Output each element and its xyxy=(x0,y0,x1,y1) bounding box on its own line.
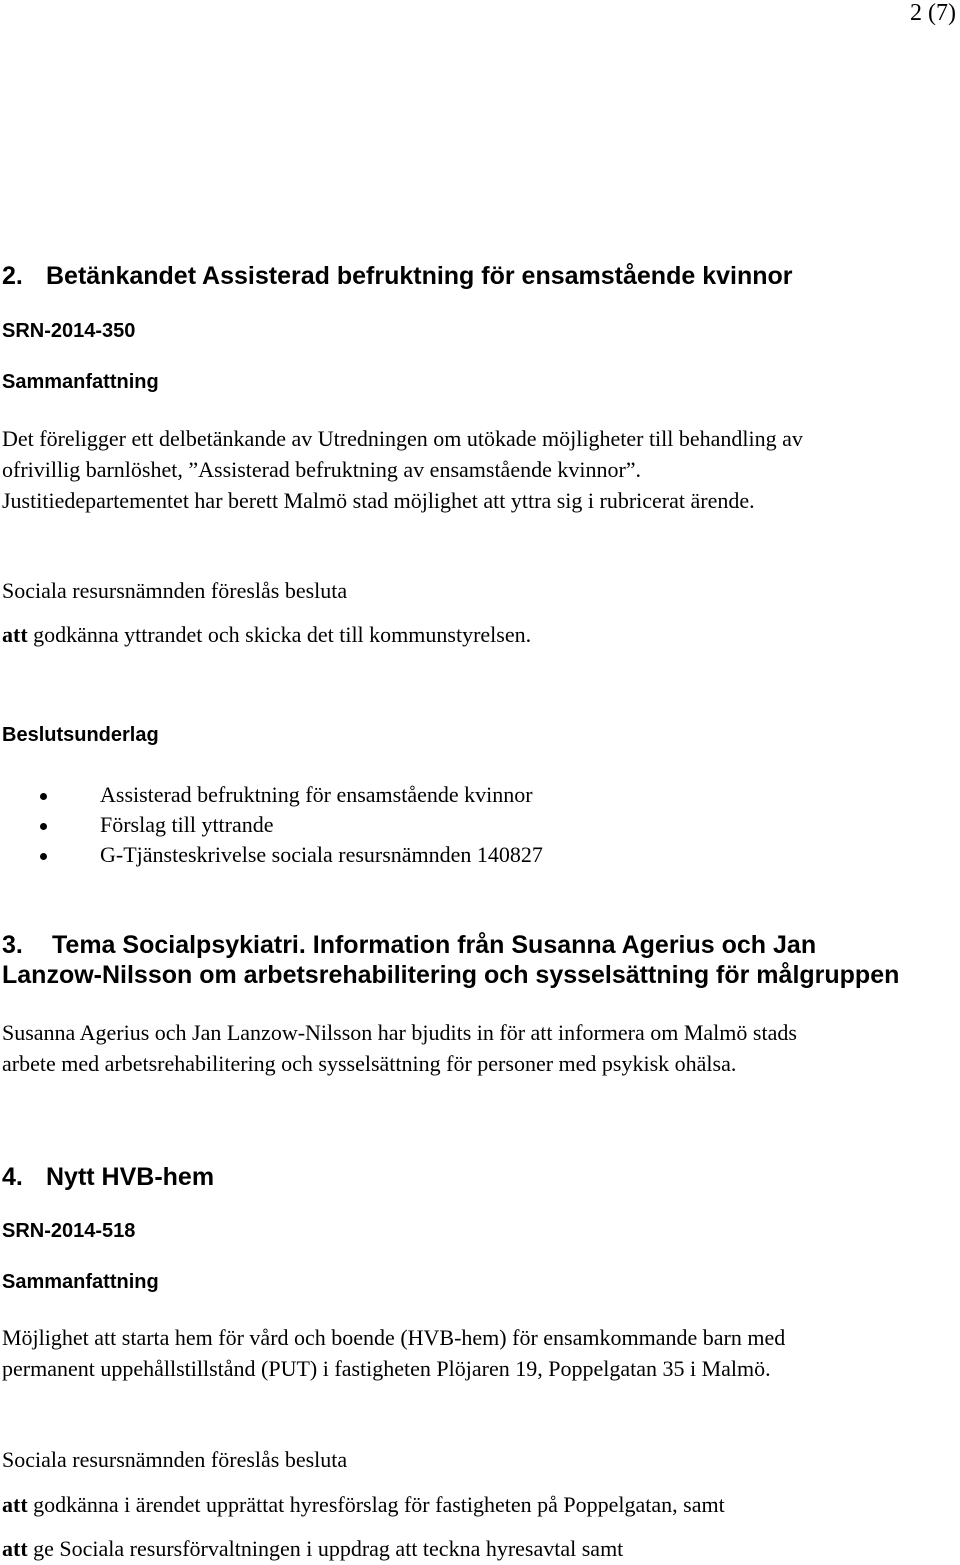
list-item-text: Assisterad befruktning för ensamstående kvinnor xyxy=(100,782,533,807)
decision-text: ge Sociala resursförvaltningen i uppdrag att teckna hyresavtal samt xyxy=(27,1536,624,1561)
item-4-heading xyxy=(2,1163,214,1192)
item-2-heading xyxy=(2,262,792,291)
item-2-number: 2. xyxy=(2,262,23,290)
item-4-summary-line: Möjlighet att starta hem för vård och boende (HVB-hem) för ensamkommande barn med xyxy=(2,1325,786,1350)
item-2-summary-line: ofrivillig barnlöshet, ”Assisterad befruktning av ensamstående kvinnor”. xyxy=(2,457,642,482)
decision-text: godkänna yttrandet och skicka det till kommunstyrelsen. xyxy=(27,622,532,647)
item-4-summary-heading: Sammanfattning xyxy=(2,1271,159,1293)
list-item-text: Förslag till yttrande xyxy=(100,812,274,837)
item-4-decision xyxy=(2,1492,725,1518)
decision-att: att xyxy=(2,1536,28,1561)
item-2-title: Betänkandet Assisterad befruktning för ensamstående kvinnor xyxy=(46,262,793,290)
decision-att: att xyxy=(2,1492,28,1517)
bullet-icon xyxy=(40,793,47,800)
item-2-summary-line: Justitiedepartementet har berett Malmö stad möjlighet att yttra sig i rubricerat ärende. xyxy=(2,488,755,513)
decision-att: att xyxy=(2,622,28,647)
item-2-decision xyxy=(2,622,531,648)
item-2-basis-heading: Beslutsunderlag xyxy=(2,724,159,746)
item-4-summary xyxy=(2,1322,785,1384)
bullet-icon xyxy=(40,853,47,860)
item-3-title-line1: Tema Socialpsykiatri. Information från Susanna Agerius och Jan xyxy=(52,931,817,959)
item-3-title-line2: Lanzow-Nilsson om arbetsrehabilitering och sysselsättning för målgruppen xyxy=(2,961,900,989)
item-2-basis-list xyxy=(40,780,543,870)
list-item xyxy=(40,810,543,840)
decision-text: godkänna i ärendet upprättat hyresförslag för fastigheten på Poppelgatan, samt xyxy=(27,1492,725,1517)
item-4-decision xyxy=(2,1536,623,1562)
item-4-title: Nytt HVB-hem xyxy=(46,1163,215,1191)
list-item xyxy=(40,780,543,810)
item-3-body-line: arbete med arbetsrehabilitering och sysselsättning för personer med psykisk ohälsa. xyxy=(2,1051,737,1076)
list-item xyxy=(40,840,543,870)
item-4-case-id: SRN-2014-518 xyxy=(2,1220,136,1242)
item-2-case-id: SRN-2014-350 xyxy=(2,320,136,342)
item-2-proposal-heading: Sociala resursnämnden föreslås besluta xyxy=(2,578,348,603)
item-4-number: 4. xyxy=(2,1163,23,1191)
item-4-summary-line: permanent uppehållstillstånd (PUT) i fastigheten Plöjaren 19, Poppelgatan 35 i Malmö. xyxy=(2,1356,771,1381)
item-3-number: 3. xyxy=(2,931,23,959)
bullet-icon xyxy=(40,823,47,830)
item-3-heading xyxy=(2,930,899,990)
item-3-body xyxy=(2,1017,797,1079)
item-4-proposal-heading: Sociala resursnämnden föreslås besluta xyxy=(2,1447,348,1472)
item-2-summary xyxy=(2,423,803,516)
item-2-summary-heading: Sammanfattning xyxy=(2,371,159,393)
item-3-body-line: Susanna Agerius och Jan Lanzow-Nilsson har bjudits in för att informera om Malmö stads xyxy=(2,1020,797,1045)
item-2-summary-line: Det föreligger ett delbetänkande av Utredningen om utökade möjligheter till behandling av xyxy=(2,426,803,451)
page-number: 2 (7) xyxy=(910,0,956,26)
list-item-text: G-Tjänsteskrivelse sociala resursnämnden 140827 xyxy=(100,842,543,867)
